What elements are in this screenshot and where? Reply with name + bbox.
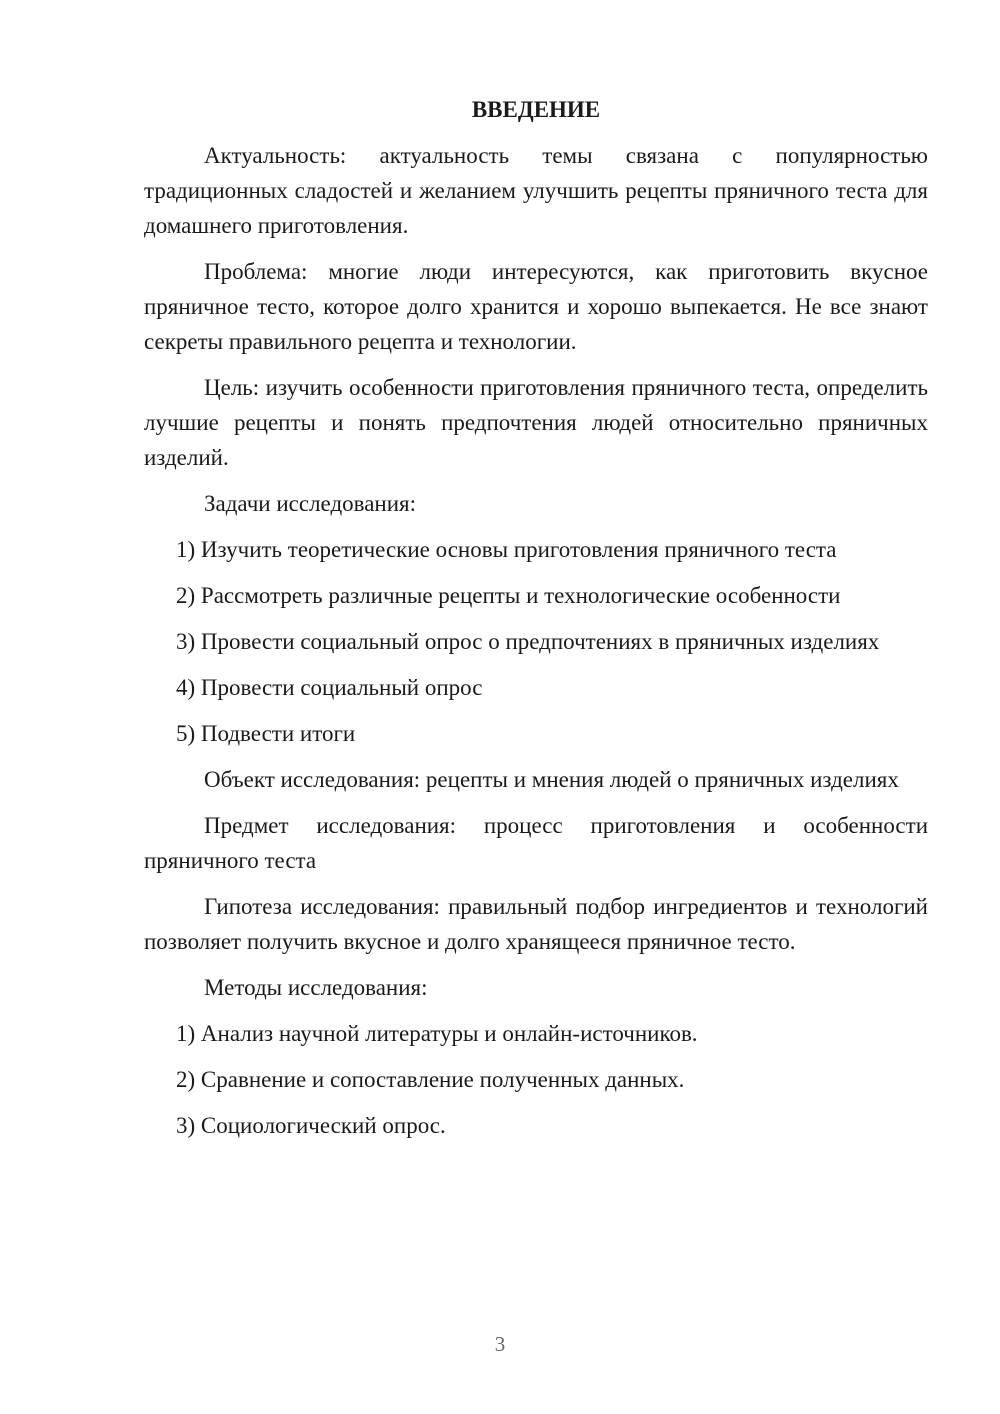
task-item-4: 4) Провести социальный опрос [176, 675, 483, 700]
subject-paragraph: Предмет исследования: процесс приготовления и особенности пряничного теста [144, 813, 928, 873]
task-item-1: 1) Изучить теоретические основы приготовления пряничного теста [176, 537, 837, 562]
method-item-1: 1) Анализ научной литературы и онлайн-источников. [176, 1021, 698, 1046]
task-item-3: 3) Провести социальный опрос о предпочтениях в пряничных изделиях [176, 629, 880, 654]
methods-heading: Методы исследования: [204, 975, 428, 1000]
method-item-2: 2) Сравнение и сопоставление полученных данных. [176, 1067, 685, 1092]
goal-paragraph: Цель: изучить особенности приготовления пряничного теста, определить лучшие рецепты и понять предпочтения людей относительно пряничных изделий. [144, 375, 928, 470]
method-item-3: 3) Социологический опрос. [176, 1113, 446, 1138]
task-item-2: 2) Рассмотреть различные рецепты и технологические особенности [176, 583, 841, 608]
relevance-paragraph: Актуальность: актуальность темы связана с популярностью традиционных сладостей и желанием улучшить рецепты пряничного теста для домашнего приготовления. [144, 143, 928, 238]
object-paragraph: Объект исследования: рецепты и мнения людей о пряничных изделиях [204, 767, 899, 792]
hypothesis-paragraph: Гипотеза исследования: правильный подбор ингредиентов и технологий позволяет получить вкусное и долго хранящееся пряничное тесто. [144, 894, 928, 954]
page-number: 3 [494, 1332, 506, 1356]
document-page [144, 92, 928, 1154]
section-title: ВВЕДЕНИЕ [471, 97, 601, 122]
problem-paragraph: Проблема: многие люди интересуются, как приготовить вкусное пряничное тесто, которое долго хранится и хорошо выпекается. Не все знают секреты правильного рецепта и технологии. [144, 259, 928, 354]
tasks-heading: Задачи исследования: [204, 491, 417, 516]
task-item-5: 5) Подвести итоги [176, 721, 356, 746]
